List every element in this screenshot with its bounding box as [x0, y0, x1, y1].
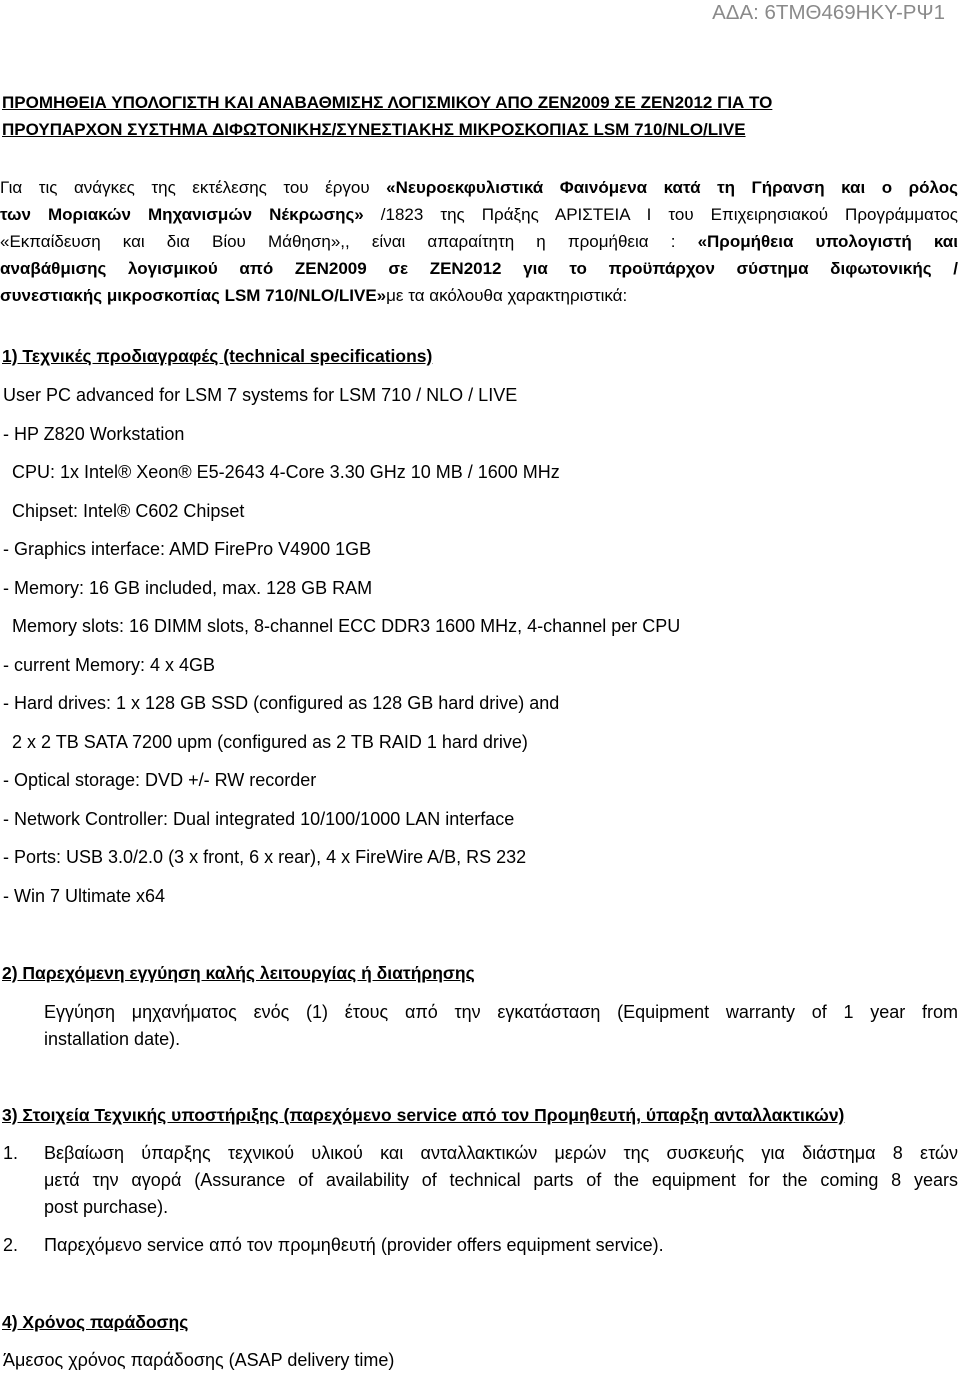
procurement-title: συνεστιακής μικροσκοπίας LSM 710/NLO/LIVE»	[0, 286, 387, 305]
list-item-text-line: μετά την αγορά (Assurance of availability of technical parts of the equipment for the coming 8 years	[44, 1170, 958, 1190]
spec-line: - Memory: 16 GB included, max. 128 GB RAM	[3, 578, 373, 598]
document-title-line-2: ΠΡΟΥΠΑΡΧΟΝ ΣΥΣΤΗΜΑ ΔΙΦΩΤΟΝΙΚΗΣ/ΣΥΝΕΣΤΙΑΚΗΣ ΜΙΚΡΟΣΚΟΠΙΑΣ LSM 710/NLO/LIVE	[2, 120, 746, 139]
list-item-number: 2.	[3, 1235, 19, 1255]
list-item-text-line: Παρεχόμενο service από τον προμηθευτή (provider offers equipment service).	[44, 1235, 664, 1255]
section-heading-technical-specs: 1) Τεχνικές προδιαγραφές (technical specifications)	[2, 346, 433, 366]
spec-line: - Graphics interface: AMD FirePro V4900 1GB	[3, 539, 372, 559]
section-heading-warranty: 2) Παρεχόμενη εγγύηση καλής λειτουργίας ή διατήρησης	[2, 963, 475, 983]
intro-line	[0, 231, 958, 253]
delivery-text: Άμεσος χρόνος παράδοσης (ASAP delivery time)	[3, 1350, 395, 1370]
document-title-line-1: ΠΡΟΜΗΘΕΙΑ ΥΠΟΛΟΓΙΣΤΗ ΚΑΙ ΑΝΑΒΑΘΜΙΣΗΣ ΛΟΓΙΣΜΙΚΟΥ ΑΠΟ ΖΕΝ2009 ΣΕ ΖΕΝ2012 ΓΙΑ ΤΟ	[2, 93, 773, 112]
warranty-text-line: Εγγύηση μηχανήματος ενός (1) έτους από την εγκατάσταση (Equipment warranty of 1 year from	[44, 1002, 958, 1022]
intro-text: «Εκπαίδευση και δια Βίου Μάθηση»,, είναι απαραίτητη η προμήθεια :	[0, 232, 676, 251]
spec-line: 2 x 2 TB SATA 7200 upm (configured as 2 TB RAID 1 hard drive)	[12, 732, 528, 752]
intro-line	[0, 177, 958, 199]
project-title: «Νευροεκφυλιστικά Φαινόμενα κατά τη Γήρανση και ο ρόλος	[386, 178, 958, 197]
intro-line	[0, 204, 958, 226]
section-heading-support: 3) Στοιχεία Τεχνικής υποστήριξης (παρεχόμενο service από τον Προμηθευτή, ύπαρξη ανταλλακτικών)	[2, 1105, 845, 1125]
intro-text: Για τις ανάγκες της εκτέλεσης του έργου	[0, 178, 370, 197]
intro-text: με τα ακόλουθα χαρακτηριστικά:	[386, 286, 628, 305]
spec-line: User PC advanced for LSM 7 systems for LSM 710 / NLO / LIVE	[3, 385, 518, 405]
spec-line: - Hard drives: 1 x 128 GB SSD (configured as 128 GB hard drive) and	[3, 693, 560, 713]
spec-line: CPU: 1x Intel® Xeon® E5-2643 4-Core 3.30 GHz 10 MB / 1600 MHz	[12, 462, 560, 482]
spec-line: Memory slots: 16 DIMM slots, 8-channel ECC DDR3 1600 MHz, 4-channel per CPU	[12, 616, 681, 636]
procurement-title: «Προμήθεια υπολογιστή και	[697, 232, 958, 251]
spec-line: - current Memory: 4 x 4GB	[3, 655, 216, 675]
section-heading-delivery: 4) Χρόνος παράδοσης	[2, 1312, 189, 1332]
intro-line	[0, 258, 958, 280]
list-item-text-line: Βεβαίωση ύπαρξης τεχνικού υλικού και ανταλλακτικών μερών της συσκευής για διάστημα 8 ετών	[44, 1143, 958, 1163]
spec-line: Chipset: Intel® C602 Chipset	[12, 501, 245, 521]
intro-text: /1823 της Πράξης ΑΡΙΣΤΕΙΑ Ι του Επιχειρησιακού Προγράμματος	[380, 205, 958, 224]
spec-line: - Ports: USB 3.0/2.0 (3 x front, 6 x rear), 4 x FireWire A/B, RS 232	[3, 847, 527, 867]
spec-line: - HP Z820 Workstation	[3, 424, 185, 444]
spec-line: - Network Controller: Dual integrated 10/100/1000 LAN interface	[3, 809, 515, 829]
spec-line: - Win 7 Ultimate x64	[3, 886, 166, 906]
ada-code: ΑΔΑ: 6ΤΜΘ469ΗΚΥ-ΡΨ1	[712, 1, 945, 24]
warranty-text-line: installation date).	[44, 1029, 181, 1049]
list-item-text-line: post purchase).	[44, 1197, 169, 1217]
project-title: των Μοριακών Μηχανισμών Νέκρωσης»	[0, 205, 364, 224]
procurement-title: αναβάθμισης λογισμικού από ZEN2009 σε ZEN2012 για το προϋπάρχον σύστημα διφωτονικής /	[0, 259, 958, 278]
spec-line: - Optical storage: DVD +/- RW recorder	[3, 770, 317, 790]
list-item-number: 1.	[3, 1143, 19, 1163]
intro-line	[0, 285, 958, 307]
